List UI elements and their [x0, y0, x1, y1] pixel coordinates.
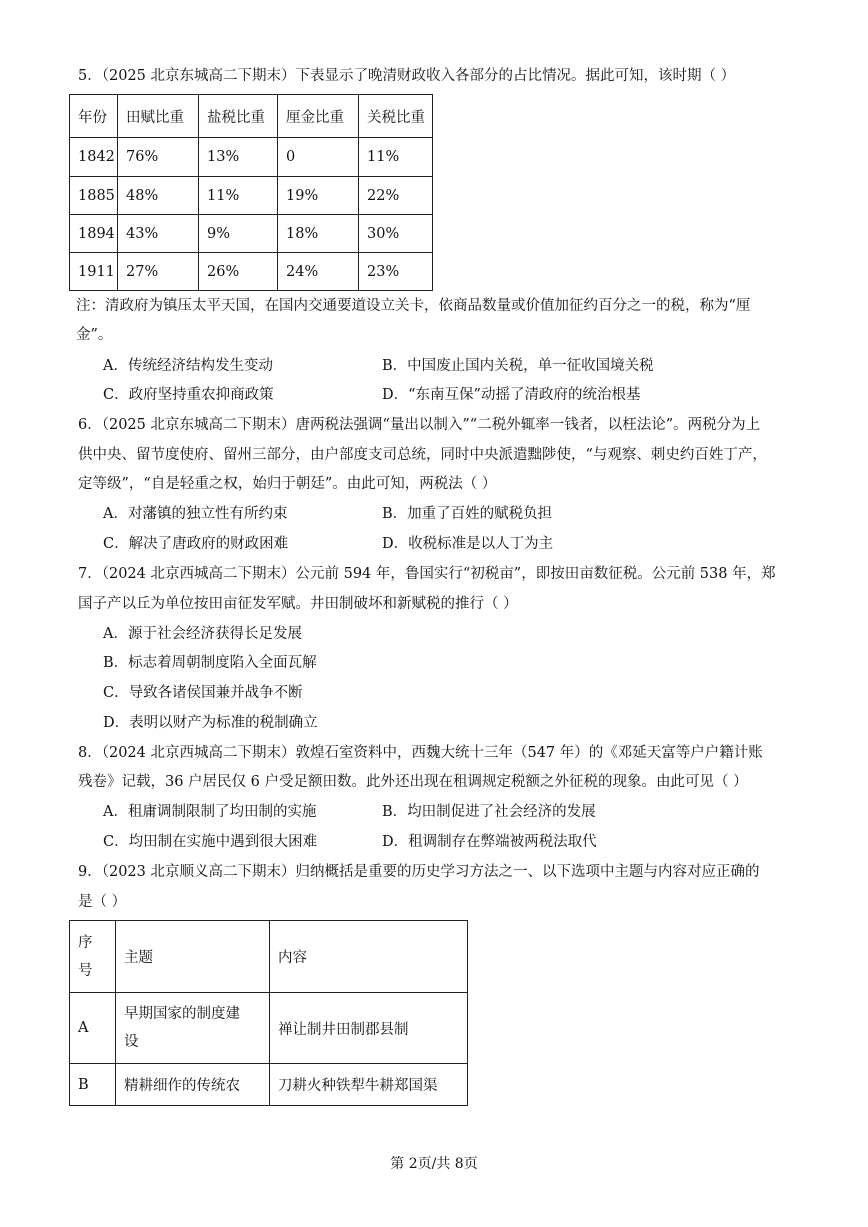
- table-cell: 11%: [199, 177, 278, 215]
- table-cell: 刀耕火种铁犁牛耕郑国渠: [270, 1064, 468, 1106]
- q5-note-line1: 注：清政府为镇压太平天国，在国内交通要道设立关卡，依商品数量或价值加征约百分之一的税，称为“厘: [76, 298, 751, 314]
- q5-option-c[interactable]: C．政府坚持重农抑商政策: [103, 387, 274, 403]
- table-cell: 26%: [199, 253, 278, 291]
- q8-line2: 残卷》记载，36 户居民仅 6 户受足额田数。此外还出现在租调规定税额之外征税的现象。由此可见（ ）: [78, 774, 748, 790]
- table-row: [70, 177, 433, 215]
- q8-line1: 8．（2024 北京西城高二下期末）敦煌石室资料中，西魏大统十三年（547 年）的《邓延天富等户户籍计账: [78, 745, 763, 761]
- q8-option-d[interactable]: D．租调制存在弊端被两税法取代: [382, 834, 597, 850]
- table-row: [70, 921, 468, 993]
- table-cell: 11%: [359, 138, 433, 177]
- q5-stem: 5．（2025 北京东城高二下期末）下表显示了晚清财政收入各部分的占比情况。据此可知，该时期（ ）: [78, 68, 736, 84]
- table-cell: A: [70, 993, 116, 1064]
- table-cell: 13%: [199, 138, 278, 177]
- table-cell: B: [70, 1064, 116, 1106]
- q5-option-a[interactable]: A．传统经济结构发生变动: [103, 358, 273, 374]
- q6-line3: 定等级”，“自是轻重之权，始归于朝廷”。由此可知，两税法（ ）: [78, 476, 497, 492]
- table-header-cell: 内容: [270, 921, 468, 993]
- table-header-cell: 主题: [116, 921, 270, 993]
- q8-option-b[interactable]: B．均田制促进了社会经济的发展: [382, 804, 596, 820]
- rowA-topic-line2: 设: [124, 1034, 139, 1050]
- q5-option-b[interactable]: B．中国废止国内关税，单一征收国境关税: [382, 358, 654, 374]
- q7-option-b[interactable]: B．标志着周朝制度陷入全面瓦解: [103, 655, 317, 671]
- table-cell: 9%: [199, 215, 278, 253]
- q7-line2: 国子产以丘为单位按田亩征发军赋。井田制破坏和新赋税的推行（ ）: [78, 596, 518, 612]
- table-row: [70, 1064, 468, 1106]
- q6-option-a[interactable]: A．对藩镇的独立性有所约束: [103, 506, 288, 522]
- table-header-cell: 关税比重: [359, 95, 433, 138]
- table-header-cell: [70, 921, 116, 993]
- q7-line1: 7．（2024 北京西城高二下期末）公元前 594 年，鲁国实行“初税亩”，即按田亩数征税。公元前 538 年，郑: [78, 566, 776, 582]
- q6-option-b[interactable]: B．加重了百姓的赋税负担: [382, 506, 553, 522]
- rowA-topic-line1: 早期国家的制度建: [124, 1006, 240, 1022]
- header-no-line2: 号: [78, 962, 93, 979]
- table-cell: 1894: [70, 215, 118, 253]
- table-cell: 19%: [278, 177, 359, 215]
- q6-option-d[interactable]: D．收税标准是以人丁为主: [382, 536, 554, 552]
- table-cell: 精耕细作的传统农: [116, 1064, 270, 1106]
- table-header-cell: 年份: [70, 95, 118, 138]
- table-cell: [116, 993, 270, 1064]
- table-row: [70, 95, 433, 138]
- table-cell: 1885: [70, 177, 118, 215]
- q9-table: [69, 920, 468, 1106]
- table-row: [70, 215, 433, 253]
- table-cell: 23%: [359, 253, 433, 291]
- table-cell: 24%: [278, 253, 359, 291]
- page-footer: 第 2页/共 8页: [390, 1156, 478, 1172]
- q5-note-line2: 金”。: [76, 327, 113, 343]
- q5-option-d[interactable]: D．“东南互保”动摇了清政府的统治根基: [382, 387, 641, 403]
- header-no-line1: 序: [78, 934, 93, 951]
- table-header-cell: 厘金比重: [278, 95, 359, 138]
- q7-option-a[interactable]: A．源于社会经济获得长足发展: [103, 626, 302, 642]
- q6-line2: 供中央、留节度使府、留州三部分，由户部度支司总统，同时中央派遣黜陟使，“与观察、刺史约百姓丁产，: [78, 447, 767, 463]
- table-cell: 43%: [118, 215, 199, 253]
- q8-option-a[interactable]: A．租庸调制限制了均田制的实施: [103, 804, 317, 820]
- q5-table: [69, 94, 433, 291]
- table-row: [70, 138, 433, 177]
- q6-option-c[interactable]: C．解决了唐政府的财政困难: [103, 536, 289, 552]
- table-header-cell: 田赋比重: [118, 95, 199, 138]
- table-cell: 0: [278, 138, 359, 177]
- table-cell: 76%: [118, 138, 199, 177]
- table-cell: 22%: [359, 177, 433, 215]
- table-cell: 1842: [70, 138, 118, 177]
- q9-line2: 是（ ）: [78, 894, 127, 910]
- q9-line1: 9．（2023 北京顺义高二下期末）归纳概括是重要的历史学习方法之一、以下选项中主题与内容对应正确的: [78, 864, 760, 880]
- table-cell: 30%: [359, 215, 433, 253]
- table-cell: 18%: [278, 215, 359, 253]
- table-cell: 1911: [70, 253, 118, 291]
- q7-option-c[interactable]: C．导致各诸侯国兼并战争不断: [103, 685, 303, 701]
- q7-option-d[interactable]: D．表明以财产为标准的税制确立: [103, 715, 318, 731]
- table-cell: 27%: [118, 253, 199, 291]
- q8-option-c[interactable]: C．均田制在实施中遇到很大困难: [103, 834, 318, 850]
- table-row: [70, 253, 433, 291]
- table-cell: 禅让制井田制郡县制: [270, 993, 468, 1064]
- table-row: [70, 993, 468, 1064]
- table-cell: 48%: [118, 177, 199, 215]
- table-header-cell: 盐税比重: [199, 95, 278, 138]
- q6-line1: 6．（2025 北京东城高二下期末）唐两税法强调“量出以制入”“二税外辄率一钱者，以枉法论”。两税分为上: [78, 417, 761, 433]
